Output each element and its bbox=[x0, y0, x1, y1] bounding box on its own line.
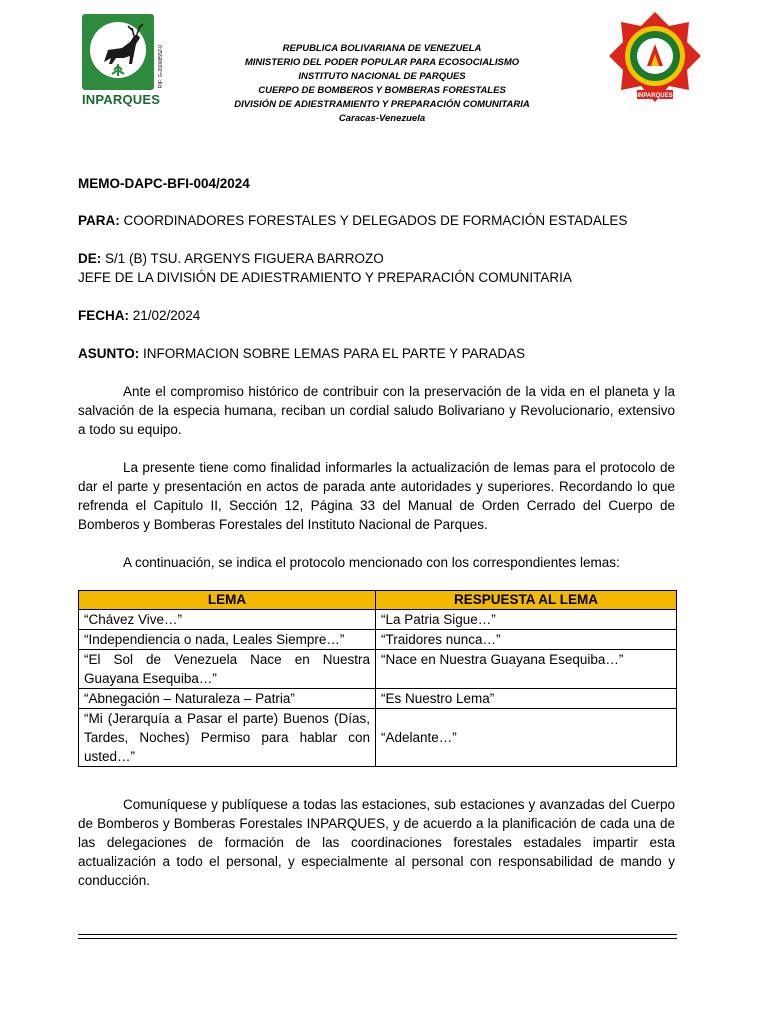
memo-asunto bbox=[78, 344, 525, 363]
table-header-row bbox=[79, 591, 677, 610]
asunto-value: INFORMACION SOBRE LEMAS PARA EL PARTE Y PARADAS bbox=[139, 346, 526, 361]
letterhead-line: MINISTERIO DEL PODER POPULAR PARA ECOSOCIALISMO bbox=[244, 57, 520, 68]
memo-de-role: JEFE DE LA DIVISIÓN DE ADIESTRAMIENTO Y PREPARACIÓN COMUNITARIA bbox=[78, 270, 572, 285]
table-row bbox=[79, 610, 677, 630]
lemas-table bbox=[78, 590, 677, 767]
respuesta-cell: “Es Nuestro Lema” bbox=[376, 689, 677, 709]
memo-fecha bbox=[78, 306, 200, 325]
badge-label: INPARQUES bbox=[637, 93, 673, 99]
inparques-emblem bbox=[82, 14, 154, 90]
inparques-logo bbox=[82, 14, 166, 110]
table-row bbox=[79, 630, 677, 650]
letterhead-line: REPUBLICA BOLIVARIANA DE VENEZUELA bbox=[282, 43, 482, 54]
header-lema: LEMA bbox=[79, 591, 376, 610]
svg-text:RIF: G-20008552-0: RIF: G-20008552-0 bbox=[158, 44, 164, 88]
lema-cell: “Independiencia o nada, Leales Siempre…” bbox=[79, 630, 376, 650]
paragraph-1: Ante el compromiso histórico de contribuir con la preservación de la vida en el planeta y la salvación de la especia humana, reciban un cordial saludo Bolivariano y Revolucionario, extensivo a todo su equipo. bbox=[78, 384, 675, 437]
de-label: DE: bbox=[78, 251, 102, 266]
memo-de bbox=[78, 249, 384, 268]
respuesta-cell: “La Patria Sigue…” bbox=[376, 610, 677, 630]
lema-cell: “Abnegación – Naturaleza – Patria” bbox=[79, 689, 376, 709]
inparques-wordmark: INPARQUES bbox=[82, 92, 161, 107]
letterhead-line: DIVISIÓN DE ADIESTRAMIENTO Y PREPARACIÓN COMUNITARIA bbox=[234, 99, 530, 110]
table-row bbox=[79, 650, 677, 689]
letterhead-line: INSTITUTO NACIONAL DE PARQUES bbox=[298, 71, 466, 82]
para-value: COORDINADORES FORESTALES Y DELEGADOS DE FORMACIÓN ESTADALES bbox=[119, 213, 628, 228]
respuesta-cell: “Adelante…” bbox=[376, 709, 677, 767]
letterhead bbox=[170, 42, 594, 126]
table-row bbox=[79, 689, 677, 709]
fecha-value: 21/02/2024 bbox=[129, 308, 201, 323]
letterhead-city: Caracas-Venezuela bbox=[338, 113, 426, 124]
lema-cell: “Mi (Jerarquía a Pasar el parte) Buenos (Días, Tardes, Noches) Permiso para hablar con usted…” bbox=[79, 709, 376, 767]
memo-code: MEMO-DAPC-BFI-004/2024 bbox=[78, 176, 250, 191]
paragraph-3: A continuación, se indica el protocolo mencionado con los correspondientes lemas: bbox=[123, 555, 620, 570]
footer-divider bbox=[78, 934, 677, 935]
header-respuesta: RESPUESTA AL LEMA bbox=[376, 591, 677, 610]
asunto-label: ASUNTO: bbox=[78, 346, 140, 361]
respuesta-cell: “Traidores nunca…” bbox=[376, 630, 677, 650]
letterhead-line: CUERPO DE BOMBEROS Y BOMBERAS FORESTALES bbox=[258, 85, 506, 96]
deer-icon bbox=[82, 14, 154, 90]
footer-divider bbox=[78, 938, 677, 939]
respuesta-cell: “Nace en Nuestra Guayana Esequiba…” bbox=[376, 650, 677, 689]
lema-cell: “El Sol de Venezuela Nace en Nuestra Guayana Esequiba…” bbox=[79, 650, 376, 689]
paragraph-2: La presente tiene como finalidad informarles la actualización de lemas para el protocolo de dar el parte y presentación en actos de parada ante autoridades y superiores. Recordando lo que refrenda el Capitulo II, Sección 12, Página 33 del Manual de Orden Cerrado del Cuerpo de Bomberos y Bomberas Forestales del Instituto Nacional de Parques. bbox=[78, 460, 675, 532]
memo-para bbox=[78, 211, 627, 230]
lema-cell: “Chávez Vive…” bbox=[79, 610, 376, 630]
firefighter-badge-icon bbox=[607, 10, 703, 110]
paragraph-4: Comuníquese y publíquese a todas las estaciones, sub estaciones y avanzadas del Cuerpo de Bomberos y Bomberas Forestales INPARQUES, y de acuerdo a la planificación de cada una de las delegaciones de formación de las coordinaciones forestales estadales impartir esta actualización a todo el personal, y especialmente al personal con responsabilidad de mando y conducción. bbox=[78, 797, 675, 888]
para-label: PARA: bbox=[78, 213, 120, 228]
de-value: S/1 (B) TSU. ARGENYS FIGUERA BARROZO bbox=[101, 251, 384, 266]
fecha-label: FECHA: bbox=[78, 308, 129, 323]
table-row bbox=[79, 709, 677, 767]
rif-label bbox=[156, 14, 164, 90]
